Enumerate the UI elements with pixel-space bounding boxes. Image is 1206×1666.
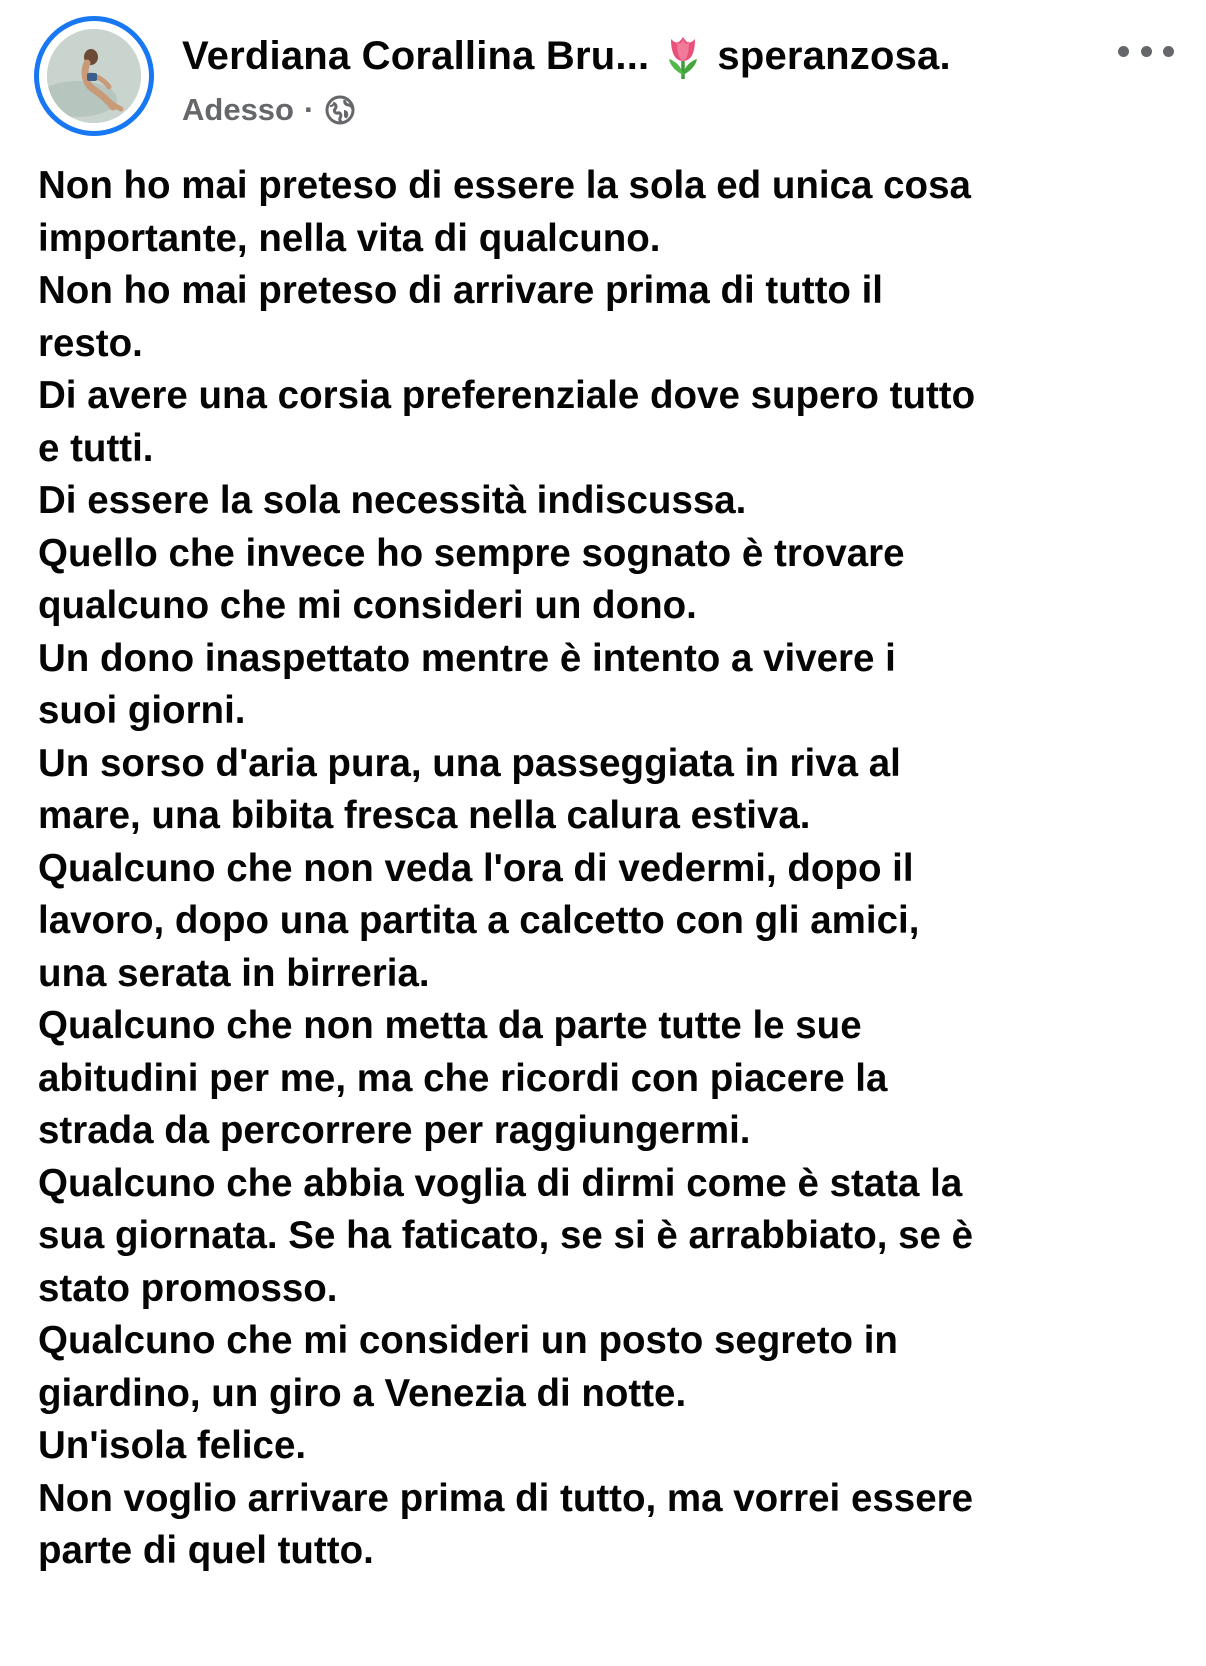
post-text-line: Qualcuno che non veda l'ora di vedermi, dopo il (38, 846, 914, 890)
post-text-line: giardino, un giro a Venezia di notte. (38, 1371, 687, 1415)
post-text-line: e tutti. (38, 426, 154, 470)
post-body-text (38, 160, 1178, 1578)
post-meta (182, 88, 356, 132)
post-text-line: Non ho mai preteso di essere la sola ed unica cosa (38, 164, 971, 207)
post-text-line: Un dono inaspettato mentre è intento a vivere i (38, 636, 896, 680)
globe-icon[interactable] (324, 94, 356, 126)
timestamp[interactable]: Adesso (182, 92, 294, 127)
post-text-line: resto. (38, 321, 143, 365)
post-text-line: Di avere una corsia preferenziale dove supero tutto (38, 374, 976, 417)
post-text-line: strada da percorrere per raggiungermi. (38, 1109, 751, 1152)
meta-separator: · (303, 92, 315, 127)
post-text-line: una serata in birreria. (38, 951, 430, 995)
post-text-line: stato promosso. (38, 1266, 338, 1310)
more-options-icon[interactable] (1118, 36, 1174, 66)
profile-avatar-ring[interactable] (34, 16, 154, 136)
post-text-line: Qualcuno che mi consideri un posto segreto in (38, 1319, 898, 1362)
post-text-line: Un sorso d'aria pura, una passeggiata in riva al (38, 741, 901, 785)
post-text-line: abitudini per me, ma che ricordi con piacere la (38, 1056, 888, 1100)
post-text-line: suoi giorni. (38, 689, 246, 732)
post-text-line: lavoro, dopo una partita a calcetto con gli amici, (38, 899, 920, 942)
status-text: speranzosa. (717, 33, 951, 78)
post-text-line: Qualcuno che abbia voglia di dirmi come è stata la (38, 1161, 963, 1205)
author-name[interactable]: Verdiana Corallina Bru... (182, 33, 650, 78)
post-text-line: Non voglio arrivare prima di tutto, ma vorrei essere (38, 1476, 973, 1520)
avatar[interactable] (47, 29, 141, 123)
post-header (34, 16, 1174, 128)
author-line (182, 26, 951, 86)
post-text-line: qualcuno che mi consideri un dono. (38, 584, 697, 627)
tulip-icon (661, 31, 705, 81)
more-dot (1163, 46, 1174, 57)
avatar-photo (47, 29, 141, 123)
post-text-line: Un'isola felice. (38, 1424, 307, 1467)
more-dot (1141, 46, 1152, 57)
post-text-line: mare, una bibita fresca nella calura estiva. (38, 794, 811, 837)
post-text-line: Qualcuno che non metta da parte tutte le sue (38, 1004, 862, 1047)
post-text-line: Quello che invece ho sempre sognato è trovare (38, 531, 905, 575)
post-text-line: sua giornata. Se ha faticato, se si è arrabbiato, se è (38, 1214, 974, 1257)
post-text-line: Di essere la sola necessità indiscussa. (38, 479, 747, 522)
post-text-line: parte di quel tutto. (38, 1529, 374, 1572)
post-text-line: Non ho mai preteso di arrivare prima di tutto il (38, 269, 884, 312)
post-text-line: importante, nella vita di qualcuno. (38, 216, 661, 260)
more-dot (1118, 46, 1129, 57)
